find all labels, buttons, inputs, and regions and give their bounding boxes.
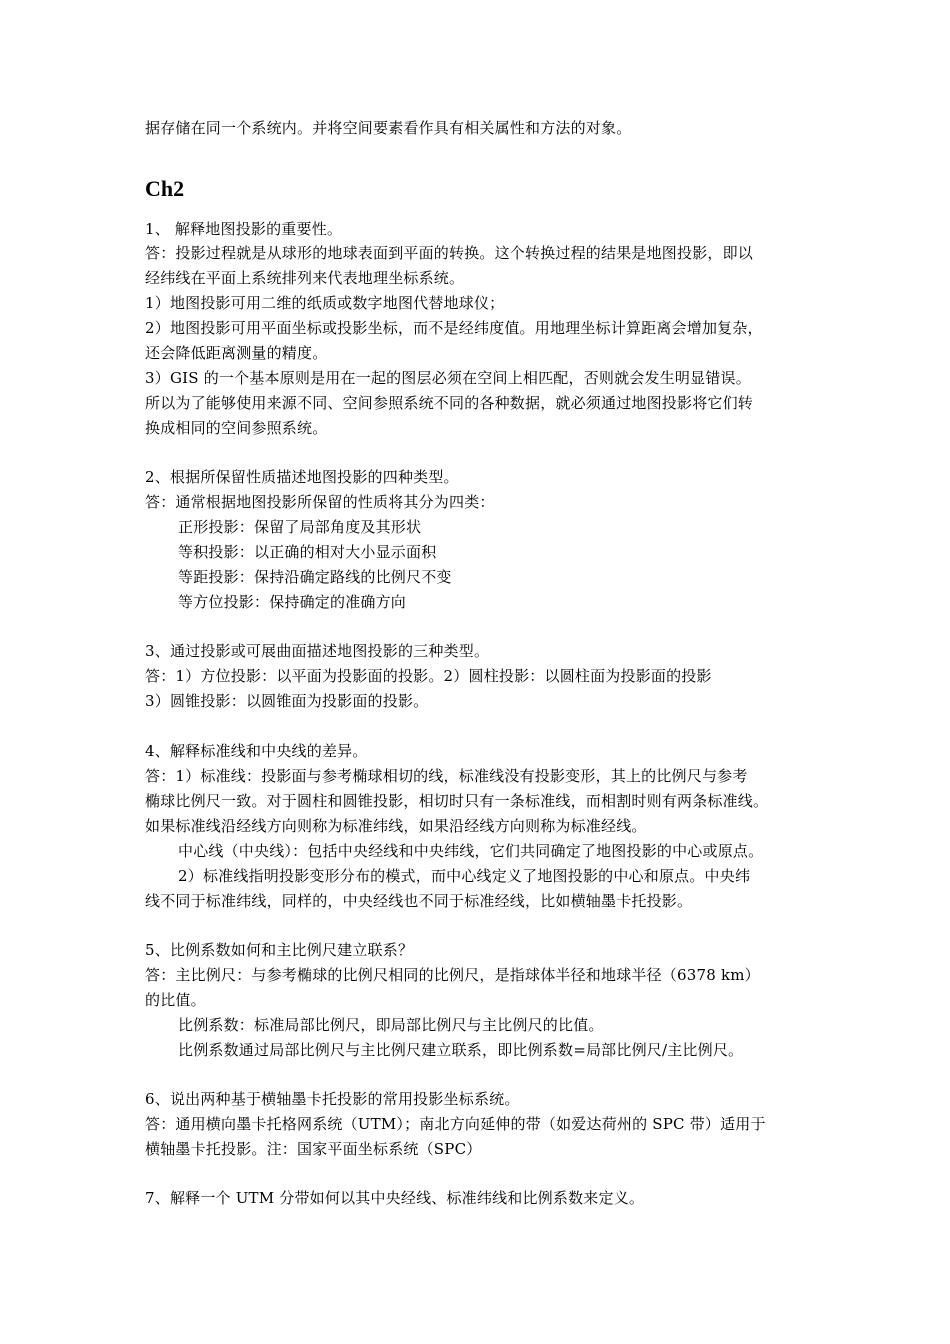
- question-2: 2、根据所保留性质描述地图投影的四种类型。: [145, 468, 459, 486]
- text-line: 1）地图投影可用二维的纸质或数字地图代替地球仪；: [145, 294, 505, 312]
- text-line: 答：通用横向墨卡托格网系统（UTM）；南北方向延伸的带（如爱达荷州的 SPC 带）适用于: [145, 1115, 766, 1133]
- text-line: 正形投影：保留了局部角度及其形状: [178, 518, 422, 536]
- text-line: 2）地图投影可用平面坐标或投影坐标，而不是经纬度值。用地理坐标计算距离会增加复杂，: [145, 319, 763, 337]
- text-line: 横轴墨卡托投影。注：国家平面坐标系统（SPC）: [145, 1140, 482, 1158]
- text-line: 据存储在同一个系统内。并将空间要素看作具有相关属性和方法的对象。: [145, 119, 632, 137]
- text-line: 等距投影：保持沿确定路线的比例尺不变: [178, 568, 452, 586]
- text-line: 线不同于标准纬线，同样的，中央经线也不同于标准经线，比如横轴墨卡托投影。: [145, 892, 693, 910]
- text-line: 中心线（中央线）：包括中央经线和中央纬线，它们共同确定了地图投影的中心或原点。: [178, 842, 764, 860]
- text-line: 换成相同的空间参照系统。: [145, 419, 328, 437]
- text-line: 还会降低距离测量的精度。: [145, 344, 328, 362]
- text-line: 如果标准线沿经线方向则称为标准纬线，如果沿经线方向则称为标准经线。: [145, 817, 647, 835]
- text-line: 答：通常根据地图投影所保留的性质将其分为四类：: [145, 493, 495, 511]
- text-line: 答：投影过程就是从球形的地球表面到平面的转换。这个转换过程的结果是地图投影，即以: [145, 244, 754, 262]
- question-3: 3、通过投影或可展曲面描述地图投影的三种类型。: [145, 642, 490, 660]
- text-line: 2）标准线指明投影变形分布的模式，而中心线定义了地图投影的中心和原点。中央纬: [178, 867, 751, 885]
- text-line: 3）GIS 的一个基本原则是用在一起的图层必须在空间上相匹配，否则就会发生明显错误。: [145, 369, 751, 387]
- text-line: 3）圆锥投影：以圆锥面为投影面的投影。: [145, 692, 429, 710]
- text-line: 答：主比例尺：与参考椭球的比例尺相同的比例尺，是指球体半径和地球半径（6378 km）: [145, 966, 760, 984]
- text-line: 的比值。: [145, 991, 206, 1009]
- text-line: 经纬线在平面上系统排列来代表地理坐标系统。: [145, 269, 465, 287]
- text-line: 椭球比例尺一致。对于圆柱和圆锥投影，相切时只有一条标准线，而相割时则有两条标准线。: [145, 792, 769, 810]
- text-line: 比例系数：标准局部比例尺，即局部比例尺与主比例尺的比值。: [178, 1016, 604, 1034]
- text-line: 所以为了能够使用来源不同、空间参照系统不同的各种数据，就必须通过地图投影将它们转: [145, 394, 754, 412]
- question-1: 1、 解释地图投影的重要性。: [145, 220, 343, 238]
- text-line: 比例系数通过局部比例尺与主比例尺建立联系，即比例系数=局部比例尺/主比例尺。: [178, 1041, 744, 1059]
- question-7: 7、解释一个 UTM 分带如何以其中央经线、标准纬线和比例系数来定义。: [145, 1189, 645, 1207]
- text-line: 答：1）标准线：投影面与参考椭球相切的线，标准线没有投影变形，其上的比例尺与参考: [145, 767, 748, 785]
- text-line: 等积投影：以正确的相对大小显示面积: [178, 543, 437, 561]
- question-6: 6、说出两种基于横轴墨卡托投影的常用投影坐标系统。: [145, 1090, 520, 1108]
- question-5: 5、比例系数如何和主比例尺建立联系？: [145, 941, 414, 959]
- text-line: 答：1）方位投影：以平面为投影面的投影。2）圆柱投影：以圆柱面为投影面的投影: [145, 667, 712, 685]
- chapter-heading: Ch2: [145, 176, 185, 201]
- text-line: 等方位投影：保持确定的准确方向: [178, 593, 407, 611]
- question-4: 4、解释标准线和中央线的差异。: [145, 742, 368, 760]
